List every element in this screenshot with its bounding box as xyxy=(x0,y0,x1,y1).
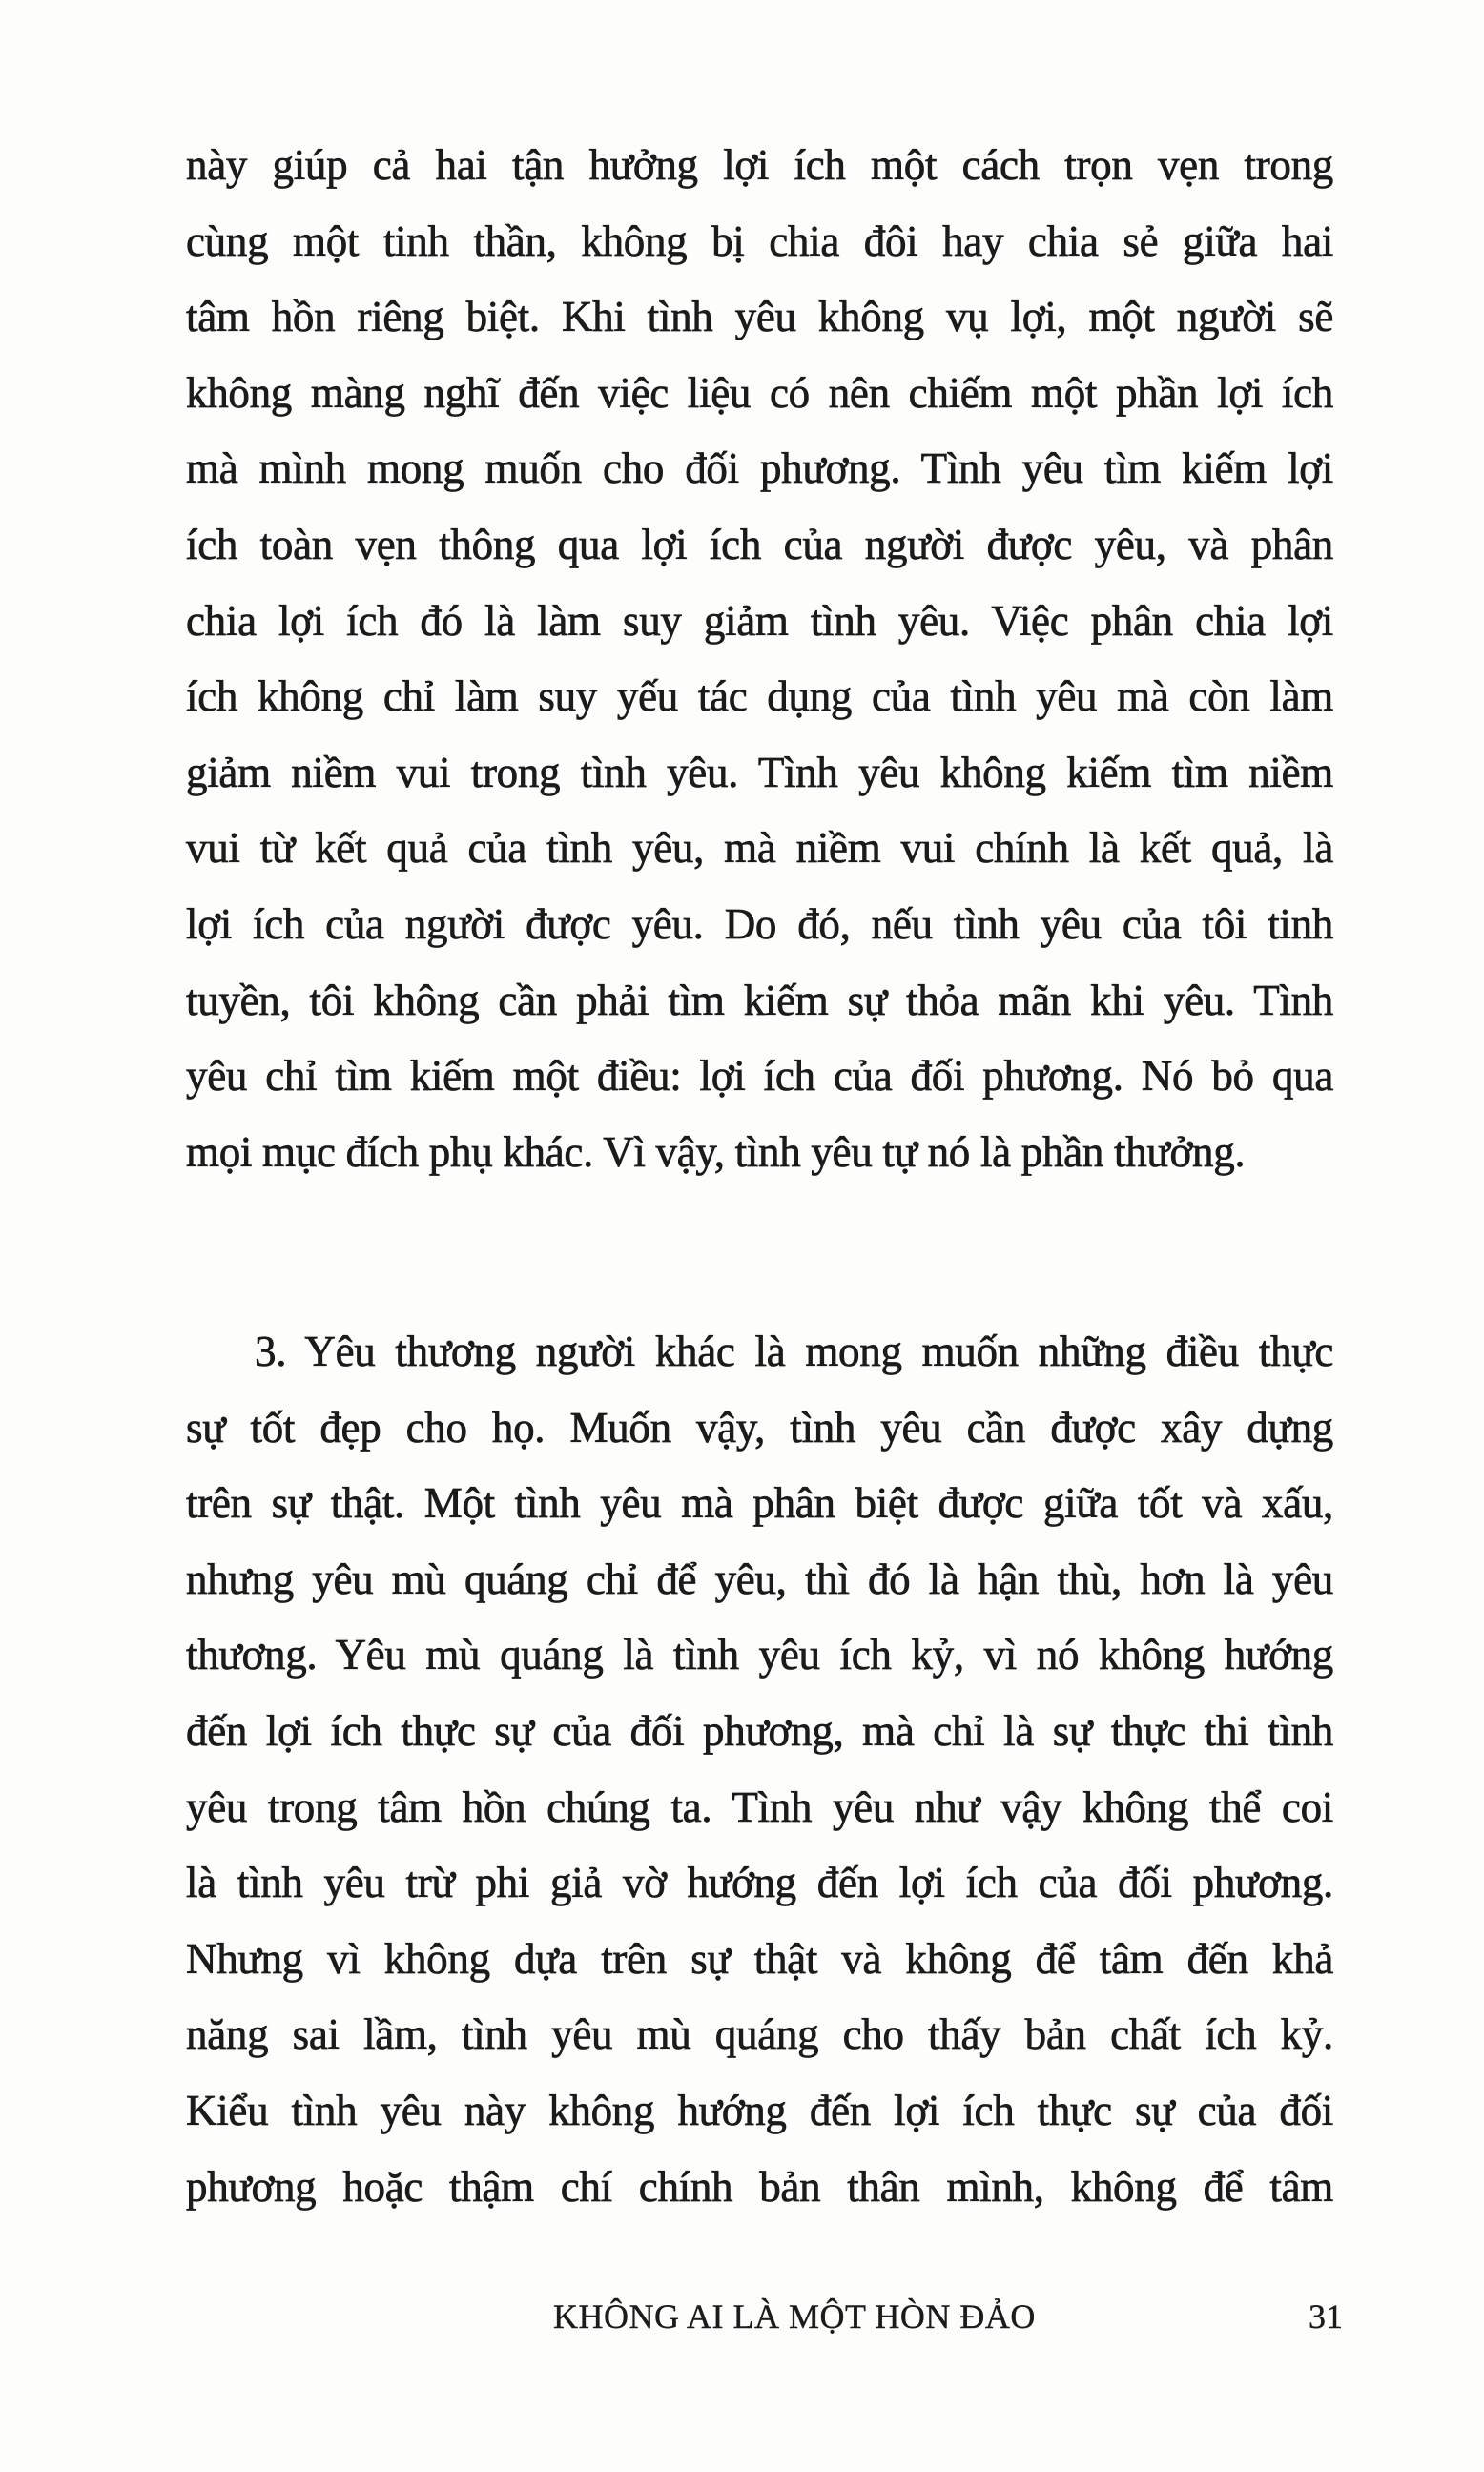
text-line: vui từ kết quả của tình yêu, mà niềm vui chính là kết quả, là xyxy=(186,824,1333,873)
text-line: mà mình mong muốn cho đối phương. Tình yêu tìm kiếm lợi xyxy=(186,444,1333,493)
text-line: không màng nghĩ đến việc liệu có nên chiếm một phần lợi ích xyxy=(186,368,1333,417)
text-line: yêu trong tâm hồn chúng ta. Tình yêu như vậy không thể coi xyxy=(186,1782,1333,1831)
text-line: mọi mục đích phụ khác. Vì vậy, tình yêu tự nó là phần thưởng. xyxy=(186,1127,1246,1176)
text-line: năng sai lầm, tình yêu mù quáng cho thấy bản chất ích kỷ. xyxy=(186,2010,1333,2059)
paragraph-2 xyxy=(186,1314,1333,2225)
text-line: là tình yêu trừ phi giả vờ hướng đến lợi ích của đối phương. xyxy=(186,1859,1333,1907)
text-line: Kiểu tình yêu này không hướng đến lợi ích thực sự của đối xyxy=(186,2086,1333,2134)
text-line: phương hoặc thậm chí chính bản thân mình, không để tâm xyxy=(186,2162,1333,2211)
text-line: ích toàn vẹn thông qua lợi ích của người được yêu, và phân xyxy=(186,520,1333,568)
text-line: nhưng yêu mù quáng chỉ để yêu, thì đó là hận thù, hơn là yêu xyxy=(186,1555,1333,1603)
text-line: sự tốt đẹp cho họ. Muốn vậy, tình yêu cần được xây dựng xyxy=(186,1403,1333,1452)
text-line: ích không chỉ làm suy yếu tác dụng của tình yêu mà còn làm xyxy=(186,672,1333,721)
text-line: giảm niềm vui trong tình yêu. Tình yêu không kiếm tìm niềm xyxy=(186,748,1333,796)
text-line: 3. Yêu thương người khác là mong muốn những điều thực xyxy=(255,1328,1333,1375)
text-line: trên sự thật. Một tình yêu mà phân biệt được giữa tốt và xấu, xyxy=(186,1479,1333,1528)
text-line: cùng một tinh thần, không bị chia đôi hay chia sẻ giữa hai xyxy=(186,216,1333,265)
paragraph-1 xyxy=(186,128,1333,1190)
text-line: yêu chỉ tìm kiếm một điều: lợi ích của đối phương. Nó bỏ qua xyxy=(186,1052,1333,1101)
text-line: lợi ích của người được yêu. Do đó, nếu tình yêu của tôi tinh xyxy=(186,899,1333,948)
page-number: 31 xyxy=(1309,2297,1343,2336)
text-line: tâm hồn riêng biệt. Khi tình yêu không vụ lợi, một người sẽ xyxy=(186,293,1333,341)
text-line: tuyền, tôi không cần phải tìm kiếm sự thỏa mãn khi yêu. Tình xyxy=(186,976,1333,1024)
running-footer-title: KHÔNG AI LÀ MỘT HÒN ĐẢO xyxy=(553,2297,1036,2336)
text-line: Nhưng vì không dựa trên sự thật và không để tâm đến khả xyxy=(186,1934,1333,1983)
text-line: đến lợi ích thực sự của đối phương, mà chỉ là sự thực thi tình xyxy=(186,1706,1333,1755)
text-line: này giúp cả hai tận hưởng lợi ích một cách trọn vẹn trong xyxy=(186,141,1333,189)
text-line: chia lợi ích đó là làm suy giảm tình yêu. Việc phân chia lợi xyxy=(186,596,1333,645)
text-line: thương. Yêu mù quáng là tình yêu ích kỷ, vì nó không hướng xyxy=(186,1631,1333,1679)
